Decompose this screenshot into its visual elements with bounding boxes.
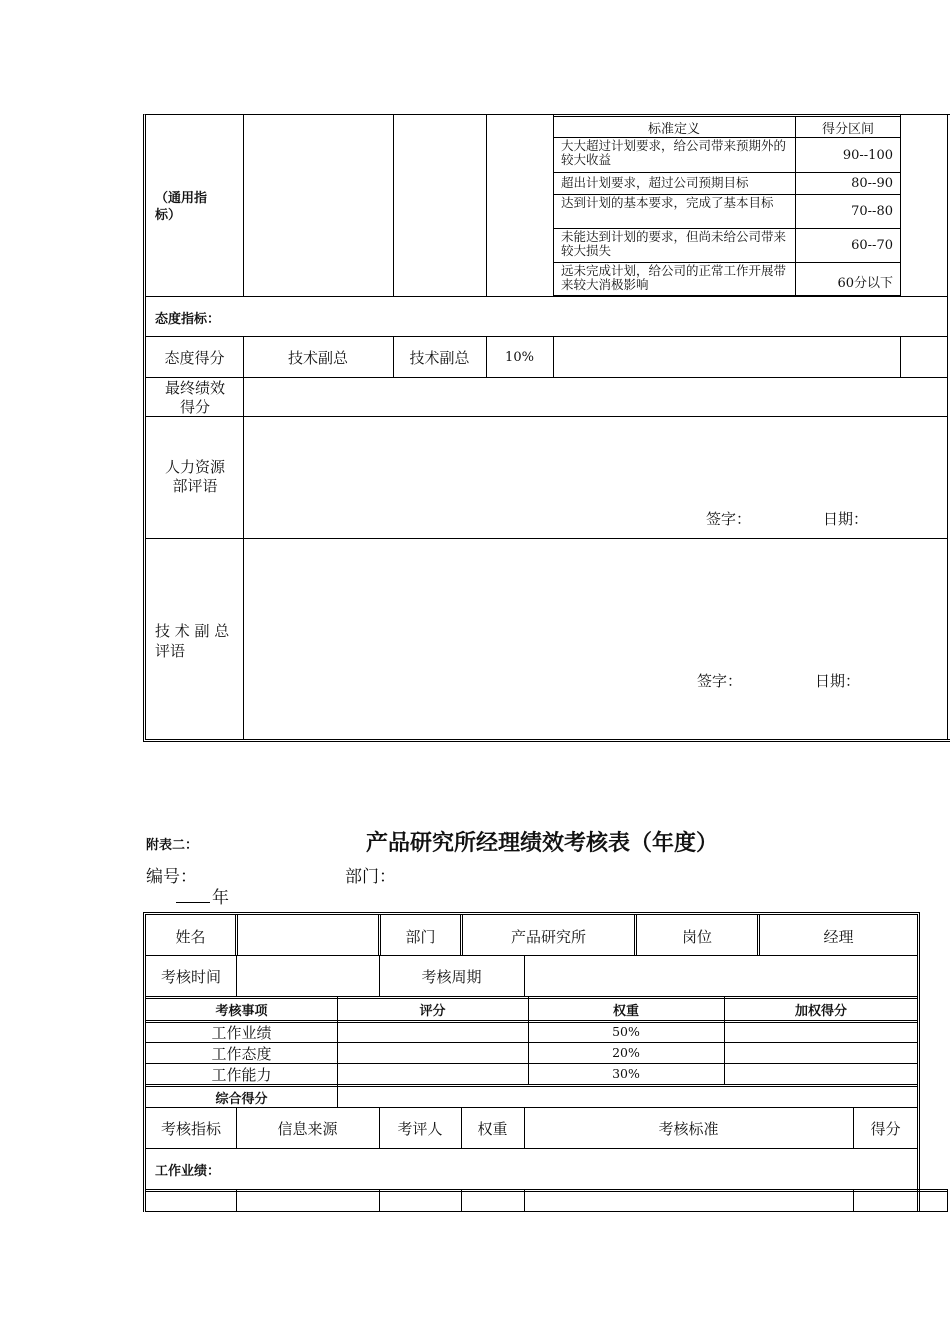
std-range-2: 80--90 — [851, 176, 893, 191]
std-header: 标准定义 — [647, 121, 700, 137]
std-definition-1: 大大超过计划要求，给公司带来预期外的较大收益 — [561, 138, 787, 167]
summary-item-1: 工作业绩 — [211, 1023, 272, 1042]
attitude-weight: 10% — [505, 349, 534, 365]
summary-item-2: 工作态度 — [211, 1044, 272, 1063]
summary-weight-1: 50% — [612, 1024, 640, 1039]
general-indicator-label: （通用指标） — [155, 191, 208, 223]
dept-value: 产品研究所 — [510, 927, 586, 946]
std-range-3: 70--80 — [851, 204, 893, 219]
year-label: 年 — [212, 888, 229, 908]
appendix-title: 产品研究所经理绩效考核表（年度） — [366, 831, 719, 856]
year-underline — [176, 902, 210, 903]
std-definition-4: 未能达到计划的要求，但尚未给公司带来较大损失 — [561, 229, 787, 258]
period-time-label: 考核时间 — [160, 967, 221, 986]
summary-header-score: 评分 — [419, 1004, 446, 1019]
final-score-label: 最终绩效得分 — [164, 379, 225, 416]
summary-weight-2: 20% — [612, 1045, 640, 1060]
tech-date-label: 日期： — [815, 672, 861, 690]
std-definition-3: 达到计划的基本要求，完成了基本目标 — [561, 195, 774, 210]
hr-comment-label: 人力资源部评语 — [164, 458, 225, 495]
std-range-1: 90--100 — [842, 148, 893, 163]
detail-header-source: 信息来源 — [277, 1119, 338, 1138]
post-label: 岗位 — [681, 927, 712, 946]
tech-comment-label: 技 术 副 总 评语 — [155, 622, 230, 660]
summary-weight-3: 30% — [612, 1066, 640, 1081]
number-label: 编号： — [146, 867, 197, 887]
detail-header-weight: 权重 — [477, 1119, 508, 1138]
std-range-4: 60--70 — [851, 238, 893, 253]
total-score-label: 综合得分 — [215, 1091, 268, 1107]
detail-header-score: 得分 — [870, 1119, 901, 1138]
dept-cell-label: 部门 — [405, 927, 436, 946]
dept-label: 部门： — [345, 867, 396, 887]
detail-header-standard: 考核标准 — [658, 1119, 719, 1138]
name-label: 姓名 — [175, 927, 206, 946]
detail-header-indicator: 考核指标 — [160, 1119, 221, 1138]
attitude-source: 技术副总 — [287, 348, 348, 367]
work-performance-label: 工作业绩： — [155, 1163, 221, 1179]
post-value: 经理 — [823, 927, 854, 946]
appendix-label: 附表二： — [146, 838, 199, 853]
summary-item-3: 工作能力 — [211, 1065, 272, 1084]
period-cycle-label: 考核周期 — [421, 967, 482, 986]
summary-header-item: 考核事项 — [215, 1004, 268, 1019]
attitude-reviewer: 技术副总 — [409, 348, 470, 367]
attitude-score-label: 态度得分 — [164, 348, 225, 367]
summary-header-weight: 权重 — [612, 1004, 639, 1019]
summary-header-weighted: 加权得分 — [794, 1004, 847, 1019]
detail-header-reviewer: 考评人 — [397, 1119, 443, 1138]
hr-sign-label: 签字： — [706, 510, 752, 528]
hr-date-label: 日期： — [823, 510, 869, 528]
std-range-5: 60分以下 — [837, 276, 893, 291]
attitude-indicator-label: 态度指标： — [155, 311, 221, 327]
tech-sign-label: 签字： — [697, 672, 743, 690]
range-header: 得分区间 — [821, 121, 874, 137]
std-definition-5: 远未完成计划，给公司的正常工作开展带来较大消极影响 — [561, 263, 787, 292]
std-definition-2: 超出计划要求，超过公司预期目标 — [561, 175, 749, 190]
